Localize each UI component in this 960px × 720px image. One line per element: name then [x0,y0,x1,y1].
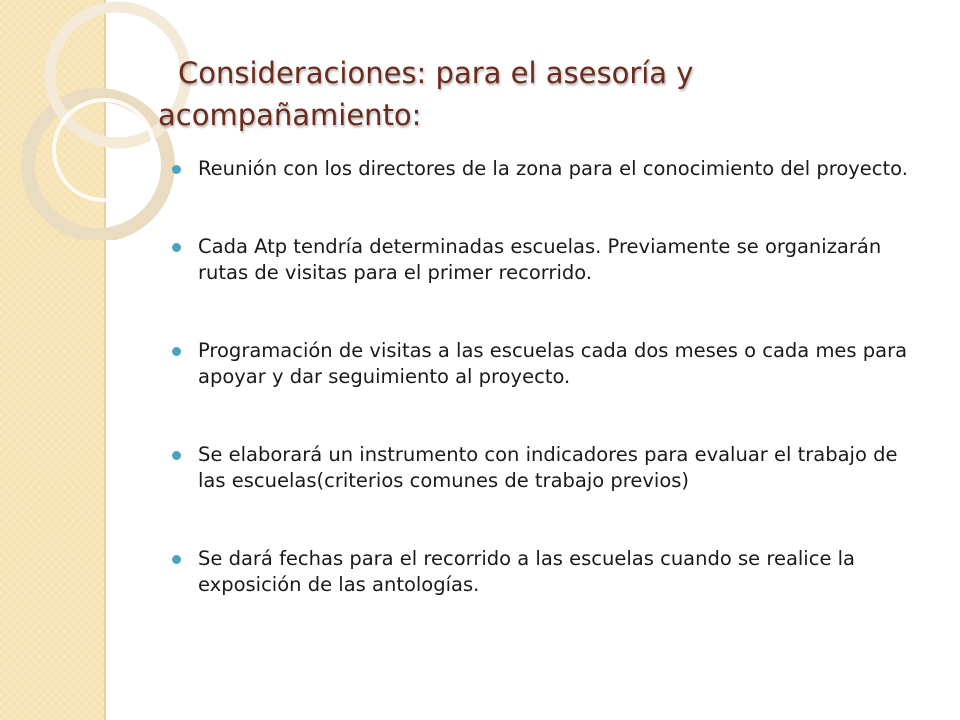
slide-title-line-1: Consideraciones: para el asesoría y [178,56,694,90]
bullet-item [172,546,912,598]
bullet-text: Cada Atp tendría determinadas escuelas. Previamente se organizarán rutas de visitas para el primer recorrido. [198,235,882,284]
bullet-dot-icon [172,347,181,356]
bullet-dot-icon [172,451,181,460]
slide-title [158,52,918,136]
bullet-list [172,156,912,598]
bullet-text: Se elaborará un instrumento con indicadores para evaluar el trabajo de las escuelas(criterios comunes de trabajo previos) [198,443,898,492]
bullet-text: Reunión con los directores de la zona para el conocimiento del proyecto. [198,157,908,180]
bullet-dot-icon [172,165,181,174]
bullet-dot-icon [172,243,181,252]
bullet-text: Se dará fechas para el recorrido a las escuelas cuando se realice la exposición de las antologías. [198,547,856,596]
bullet-item [172,234,912,286]
ring-circle-inner [54,100,154,200]
bullet-dot-icon [172,555,181,564]
ring-circle-outer [28,95,168,235]
bullet-item [172,156,912,182]
bullet-text: Programación de visitas a las escuelas cada dos meses o cada mes para apoyar y dar seguimiento al proyecto. [198,339,908,388]
bullet-item [172,338,912,390]
slide-title-line-2: acompañamiento: [158,98,422,132]
bullet-item [172,442,912,494]
